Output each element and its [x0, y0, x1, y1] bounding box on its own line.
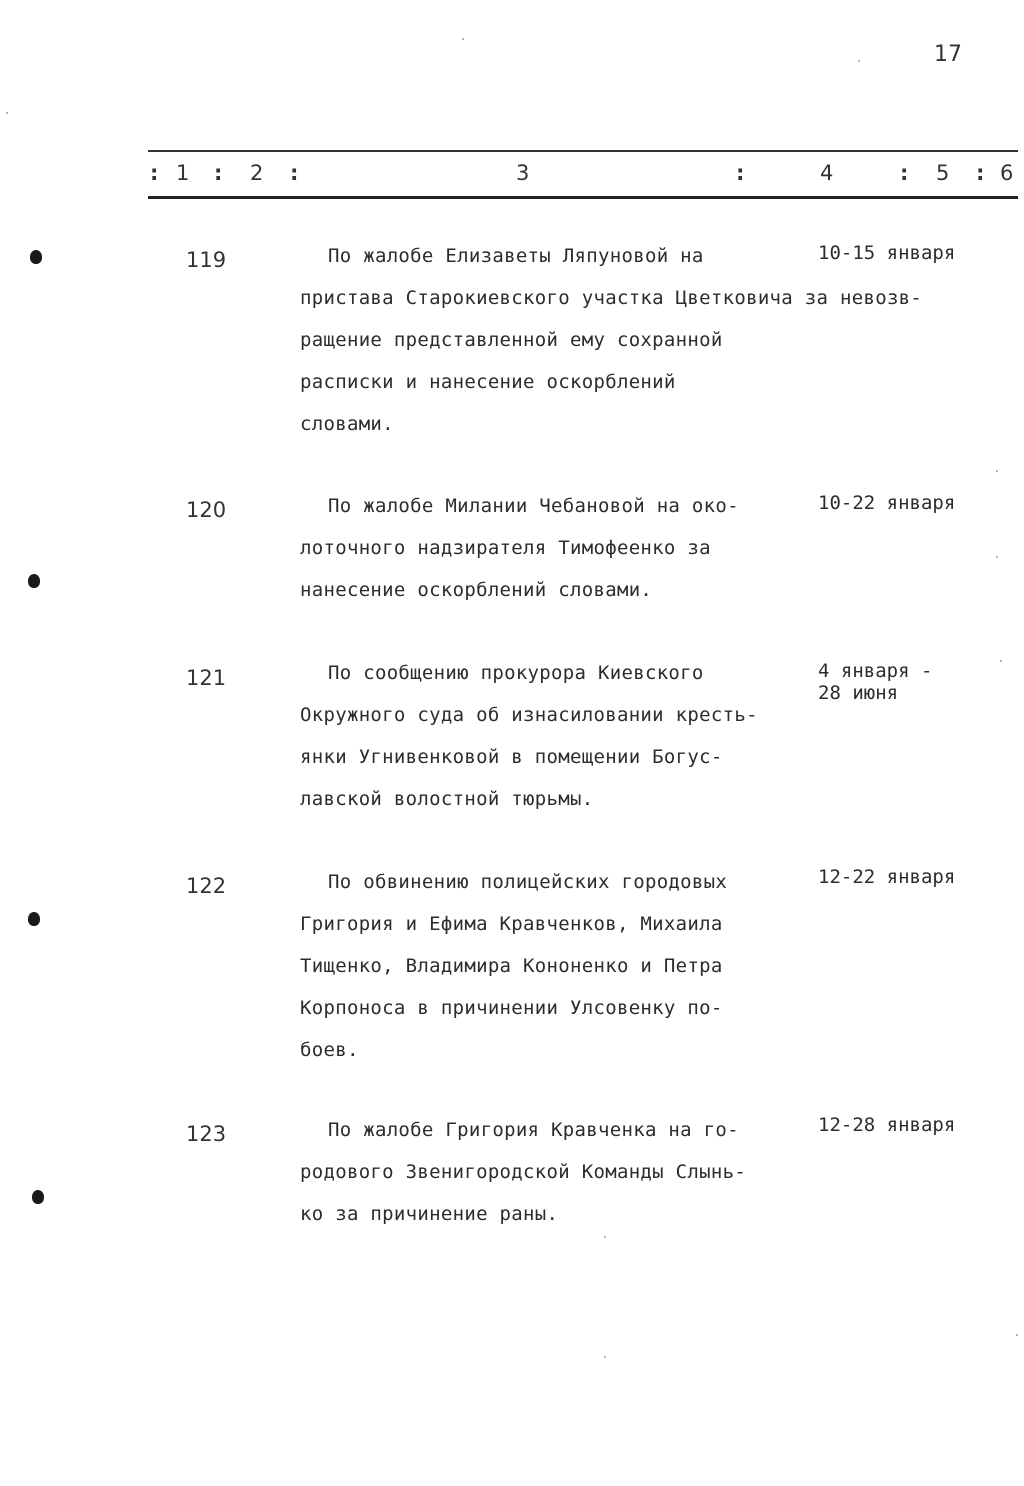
- entry-number: 119: [186, 248, 227, 272]
- entry-date-line: 12-22 января: [818, 866, 956, 888]
- entry-date: [818, 1114, 955, 1136]
- entry-number: 121: [186, 666, 227, 690]
- entry-line: ращение представленной ему сохранной: [300, 329, 723, 351]
- entry-line: По сообщению прокурора Киевского: [328, 662, 704, 684]
- entry-date: [818, 242, 955, 264]
- punch-hole-mark: [28, 574, 40, 588]
- scan-speck: [1000, 660, 1002, 662]
- entry-number: 123: [186, 1122, 227, 1146]
- entry-line: янки Угнивенковой в помещении Богус-: [300, 746, 723, 768]
- entry-line: боев.: [300, 1039, 359, 1061]
- entry-date: [818, 660, 932, 704]
- scan-speck: [996, 556, 998, 558]
- entry-date-line: 10-22 января: [818, 492, 956, 514]
- entry-line: Григория и Ефима Кравченков, Михаила: [300, 913, 723, 935]
- entry-date-line: 10-15 января: [818, 242, 956, 264]
- entry-line: расписки и нанесение оскорблений: [300, 371, 676, 393]
- column-separator: :: [290, 161, 299, 185]
- entry-description: [300, 652, 820, 820]
- column-header-5: 5: [936, 161, 950, 185]
- entry-line: По жалобе Григория Кравченка на го-: [328, 1119, 739, 1141]
- column-header-6: 6: [1000, 161, 1014, 185]
- page-number: 17: [934, 42, 962, 67]
- entry-line: родового Звенигородской Команды Слынь-: [300, 1161, 747, 1183]
- punch-hole-mark: [30, 250, 42, 264]
- entry-number: 120: [186, 498, 227, 522]
- entry-line: По жалобе Милании Чебановой на око-: [328, 495, 739, 517]
- column-separator: :: [900, 161, 909, 185]
- entry-date-line: 28 июня: [818, 682, 899, 704]
- entry-date-line: 12-28 января: [818, 1114, 956, 1136]
- column-separator: :: [736, 161, 745, 185]
- entry-line: лоточного надзирателя Тимофеенко за: [300, 537, 711, 559]
- entry-line: Окружного суда об изнасиловании кресть-: [300, 704, 758, 726]
- column-separator: :: [150, 161, 159, 185]
- column-header-row: [148, 150, 1018, 199]
- punch-hole-mark: [28, 912, 40, 926]
- scan-speck: [462, 38, 464, 40]
- entry-line: лавской волостной тюрьмы.: [300, 788, 594, 810]
- column-separator: :: [214, 161, 223, 185]
- entry-description: [300, 861, 820, 1071]
- scan-speck: [858, 60, 860, 62]
- entry-description: [300, 1109, 820, 1235]
- column-header-3: 3: [516, 161, 530, 185]
- entry-number: 122: [186, 874, 227, 898]
- entry-line: По жалобе Елизаветы Ляпуновой на: [328, 245, 704, 267]
- column-header-2: 2: [250, 161, 264, 185]
- scan-speck: [604, 1356, 606, 1358]
- scan-speck: [604, 1236, 606, 1238]
- entry-line: пристава Старокиевского участка Цветковича за невозв-: [300, 287, 923, 309]
- punch-hole-mark: [32, 1190, 44, 1204]
- column-header-1: 1: [176, 161, 190, 185]
- entry-line: ко за причинение раны.: [300, 1203, 559, 1225]
- entry-date-line: 4 января -: [818, 660, 933, 682]
- entry-line: Корпоноса в причинении Улсовенку по-: [300, 997, 723, 1019]
- entry-line: По обвинению полицейских городовых: [328, 871, 728, 893]
- scan-speck: [1016, 1334, 1018, 1336]
- entry-line: словами.: [300, 413, 394, 435]
- entry-date: [818, 866, 955, 888]
- column-separator: :: [976, 161, 985, 185]
- scan-speck: [996, 470, 998, 472]
- column-header-4: 4: [820, 161, 834, 185]
- entry-date: [818, 492, 955, 514]
- scan-speck: [6, 112, 8, 114]
- entry-line: Тищенко, Владимира Кононенко и Петра: [300, 955, 723, 977]
- entry-description: [300, 485, 820, 611]
- entry-line: нанесение оскорблений словами.: [300, 579, 653, 601]
